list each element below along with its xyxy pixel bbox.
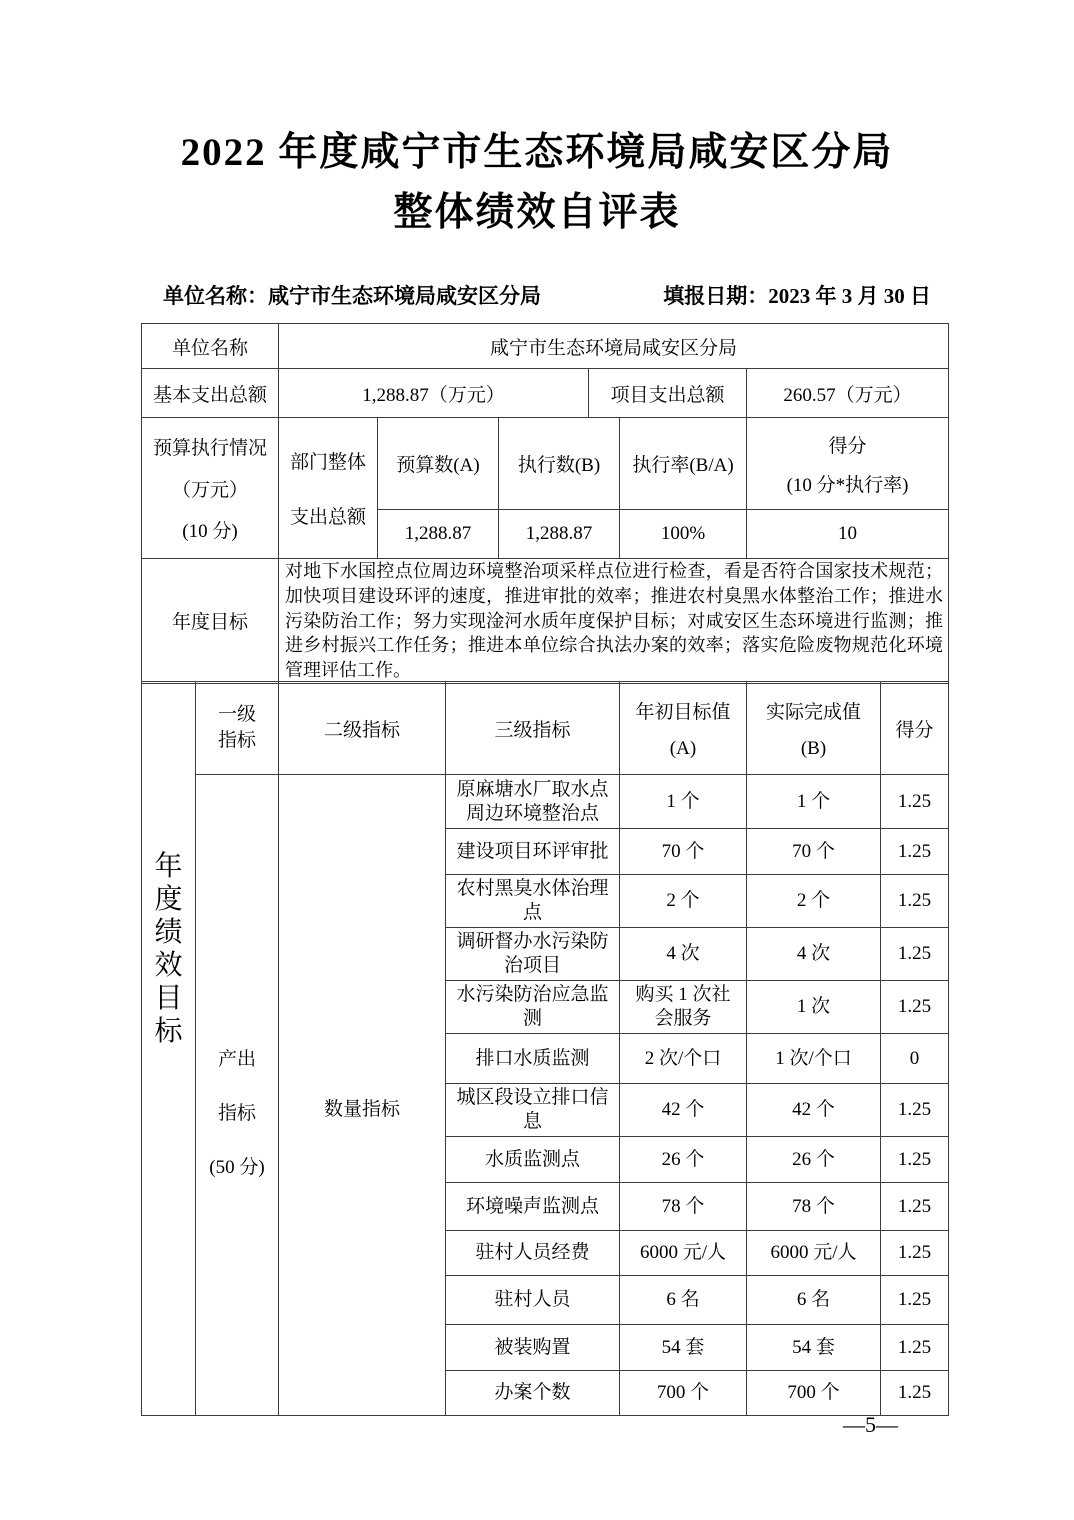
page-title-line1: 2022 年度咸宁市生态环境局咸安区分局	[180, 131, 894, 174]
summary-table	[141, 323, 949, 684]
indicator-name-cell: 水质监测点	[446, 1137, 620, 1183]
indicators-header-row	[142, 682, 949, 775]
dept-overall-cell	[279, 418, 378, 559]
actual-header-line2: (B)	[800, 737, 827, 759]
indicator-actual-cell: 4 次	[747, 928, 881, 981]
unit-value-cell: 咸宁市生态环境局咸安区分局	[279, 324, 949, 369]
indicator-actual-cell: 78 个	[747, 1183, 881, 1231]
score-col-header-line2: (10 分*执行率)	[786, 474, 909, 496]
summary-row-goal	[142, 559, 949, 684]
indicator-score-cell: 1.25	[881, 1231, 949, 1276]
level1-value-line1: 产出	[217, 1048, 256, 1070]
indicator-name-cell: 城区段设立排口信息	[446, 1084, 620, 1137]
indicator-name-cell: 被装购置	[446, 1325, 620, 1371]
indicator-score-cell: 1.25	[881, 1325, 949, 1371]
actual-header-cell	[747, 682, 881, 775]
indicator-name-cell: 水污染防治应急监测	[446, 981, 620, 1034]
unit-label-cell: 单位名称	[142, 324, 279, 369]
indicator-target-cell: 70 个	[620, 829, 747, 875]
summary-row-budget-header	[142, 418, 949, 510]
indicator-target-cell: 54 套	[620, 1325, 747, 1371]
budget-exec-label-cell	[142, 418, 279, 559]
indicator-actual-cell: 6000 元/人	[747, 1231, 881, 1276]
annual-performance-side-label: 年度绩效目标	[154, 851, 183, 1047]
score-header-cell: 得分	[881, 682, 949, 775]
indicator-score-cell: 1.25	[881, 1183, 949, 1231]
score-value-cell: 10	[747, 510, 949, 559]
indicator-target-cell: 6 名	[620, 1276, 747, 1325]
budget-value-cell: 1,288.87	[378, 510, 499, 559]
exec-value-cell: 1,288.87	[499, 510, 620, 559]
basic-expense-label-cell: 基本支出总额	[142, 369, 279, 418]
project-expense-value-cell: 260.57（万元）	[747, 369, 949, 418]
indicator-score-cell: 1.25	[881, 1137, 949, 1183]
level1-value-cell	[196, 775, 279, 1416]
target-header-cell	[620, 682, 747, 775]
level1-header-line2: 指标	[217, 730, 256, 751]
target-header-line2: (A)	[669, 737, 697, 759]
indicator-target-cell: 2 个	[620, 875, 747, 928]
level2-header-cell: 二级指标	[279, 682, 446, 775]
indicator-actual-cell: 1 个	[747, 775, 881, 829]
level2-value-cell: 数量指标	[279, 775, 446, 1416]
indicator-target-cell: 1 个	[620, 775, 747, 829]
level1-header-cell	[196, 682, 279, 775]
indicator-name-cell: 驻村人员	[446, 1276, 620, 1325]
indicator-target-cell: 78 个	[620, 1183, 747, 1231]
indicator-actual-cell: 1 次/个口	[747, 1034, 881, 1084]
indicator-target-cell: 42 个	[620, 1084, 747, 1137]
budget-exec-label-line2: （万元）	[171, 479, 248, 501]
indicator-score-cell: 1.25	[881, 928, 949, 981]
indicators-table	[141, 681, 949, 1416]
budget-col-header: 预算数(A)	[378, 418, 499, 510]
indicator-target-cell: 6000 元/人	[620, 1231, 747, 1276]
summary-row-unit	[142, 324, 949, 369]
dept-overall-line1: 部门整体	[289, 452, 366, 473]
indicator-name-cell: 办案个数	[446, 1371, 620, 1416]
annual-goal-label-cell: 年度目标	[142, 559, 279, 684]
indicator-target-cell: 26 个	[620, 1137, 747, 1183]
dept-overall-line2: 支出总额	[289, 507, 366, 528]
indicator-target-cell: 700 个	[620, 1371, 747, 1416]
level1-header-line1: 一级	[217, 704, 256, 725]
indicator-name-cell: 排口水质监测	[446, 1034, 620, 1084]
annual-goal-text: 对地下水国控点位周边环境整治项采样点位进行检查，看是否符合国家技术规范；加快项目建设环评的速度，推进审批的效率；推进农村臭黑水体整治工作；推进水污染防治工作；努力实现淦河水质年度保护目标；对咸安区生态环境进行监测；推进乡村振兴工作任务；推进本单位综合执法办案的效率；落实危险废物规范化环境管理评估工作。	[285, 561, 944, 681]
page-number: —5—	[843, 1412, 898, 1437]
project-expense-label-cell: 项目支出总额	[589, 369, 747, 418]
indicator-score-cell: 1.25	[881, 1276, 949, 1325]
target-header-line1: 年初目标值	[635, 701, 731, 723]
budget-exec-label-line3: (10 分)	[182, 520, 238, 542]
indicator-name-cell: 调研督办水污染防治项目	[446, 928, 620, 981]
meta-row	[163, 282, 931, 310]
rate-value-cell: 100%	[620, 510, 747, 559]
unit-name-line: 单位名称：咸宁市生态环境局咸安区分局	[163, 284, 541, 308]
page-title-line2: 整体绩效自评表	[393, 191, 681, 234]
indicator-actual-cell: 1 次	[747, 981, 881, 1034]
indicator-score-cell: 0	[881, 1034, 949, 1084]
budget-exec-label-line1: 预算执行情况	[152, 438, 267, 460]
indicator-actual-cell: 2 个	[747, 875, 881, 928]
score-col-header	[747, 418, 949, 510]
indicator-target-cell: 购买 1 次社会服务	[620, 981, 747, 1034]
indicator-actual-cell: 70 个	[747, 829, 881, 875]
indicator-score-cell: 1.25	[881, 829, 949, 875]
indicator-actual-cell: 42 个	[747, 1084, 881, 1137]
indicator-target-cell: 4 次	[620, 928, 747, 981]
level1-value-line2: 指标	[217, 1102, 256, 1124]
indicator-row	[142, 775, 949, 829]
indicator-name-cell: 原麻塘水厂取水点周边环境整治点	[446, 775, 620, 829]
indicator-score-cell: 1.25	[881, 875, 949, 928]
indicator-name-cell: 建设项目环评审批	[446, 829, 620, 875]
annual-performance-side-cell	[142, 682, 196, 1416]
level3-header-cell: 三级指标	[446, 682, 620, 775]
indicator-name-cell: 环境噪声监测点	[446, 1183, 620, 1231]
indicator-score-cell: 1.25	[881, 981, 949, 1034]
summary-row-expense	[142, 369, 949, 418]
basic-expense-value-cell: 1,288.87（万元）	[279, 369, 589, 418]
annual-goal-text-cell	[279, 559, 949, 684]
actual-header-line1: 实际完成值	[765, 701, 861, 723]
indicator-score-cell: 1.25	[881, 1371, 949, 1416]
indicator-score-cell: 1.25	[881, 775, 949, 829]
indicator-name-cell: 驻村人员经费	[446, 1231, 620, 1276]
indicator-target-cell: 2 次/个口	[620, 1034, 747, 1084]
indicator-actual-cell: 700 个	[747, 1371, 881, 1416]
score-col-header-line1: 得分	[828, 435, 867, 457]
indicator-name-cell: 农村黑臭水体治理点	[446, 875, 620, 928]
indicator-actual-cell: 6 名	[747, 1276, 881, 1325]
exec-col-header: 执行数(B)	[499, 418, 620, 510]
indicator-actual-cell: 26 个	[747, 1137, 881, 1183]
report-date-line: 填报日期：2023 年 3 月 30 日	[663, 284, 931, 308]
indicator-score-cell: 1.25	[881, 1084, 949, 1137]
rate-col-header: 执行率(B/A)	[620, 418, 747, 510]
level1-value-line3: (50 分)	[209, 1156, 265, 1178]
indicator-actual-cell: 54 套	[747, 1325, 881, 1371]
